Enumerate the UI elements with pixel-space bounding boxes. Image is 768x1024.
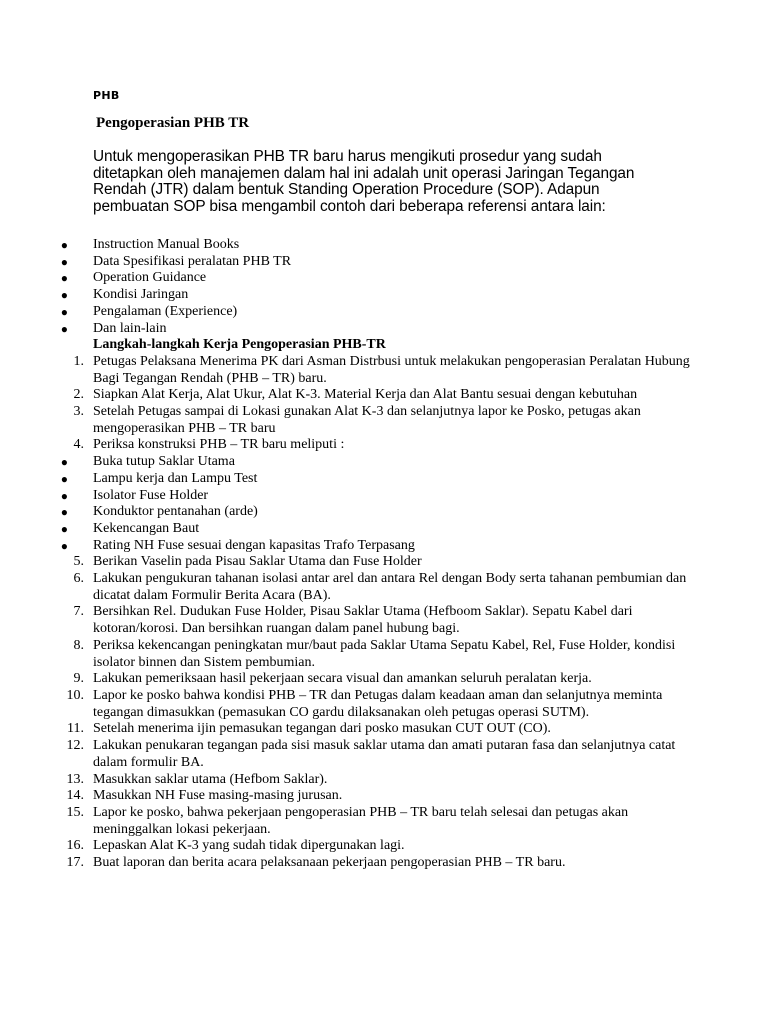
item-text: Instruction Manual Books <box>93 237 240 252</box>
numbered-step <box>0 788 768 805</box>
numbered-step <box>0 604 768 637</box>
step-number: 13. <box>66 771 84 787</box>
bullet-icon: ● <box>60 521 68 536</box>
intro-paragraph: Untuk mengoperasikan PHB TR baru harus mengikuti prosedur yang sudah ditetapkan oleh manajemen dalam hal ini adalah unit operasi Jaringan Tegangan Rendah (JTR) dalam bentuk Standing Operation Procedure (SOP). Adapun pembuatan SOP bisa mengambil contoh dari beberapa referensi antara lain: <box>93 148 635 215</box>
bullet-icon: ● <box>60 304 68 319</box>
doc-tag: PHB <box>93 89 120 102</box>
bullet-icon: ● <box>60 538 68 553</box>
step-number: 6. <box>73 571 84 587</box>
step-number: 12. <box>66 738 84 754</box>
item-text: Dan lain-lain <box>93 320 167 336</box>
procedure-list <box>0 237 768 872</box>
step-number: 14. <box>66 788 84 804</box>
step-number: 8. <box>73 637 84 653</box>
bullet-item <box>0 304 768 321</box>
item-text: Isolator Fuse Holder <box>93 487 209 503</box>
item-text: Siapkan Alat Kerja, Alat Ukur, Alat K-3. Material Kerja dan Alat Bantu sesuai dengan kebutuhan <box>93 387 638 403</box>
section-heading <box>0 337 768 354</box>
item-text: Bersihkan Rel. Dudukan Fuse Holder, Pisau Saklar Utama (Hefboom Saklar). Sepatu Kabel dari kotoran/korosi. Dan bersihkan ruangan dalam panel hubung bagi. <box>93 604 633 637</box>
item-text: Masukkan NH Fuse masing-masing jurusan. <box>93 788 343 804</box>
numbered-step <box>0 772 768 789</box>
bullet-icon: ● <box>60 254 68 269</box>
item-text: Lakukan pengukuran tahanan isolasi antar arel dan antara Rel dengan Body serta tahanan pembumian dan dicatat dalam Formulir Berita Acara (BA). <box>93 571 687 603</box>
item-text: Data Spesifikasi peralatan PHB TR <box>93 253 292 269</box>
step-number: 17. <box>66 855 84 871</box>
bullet-item <box>0 454 768 471</box>
numbered-step <box>0 638 768 671</box>
step-number: 5. <box>73 554 84 570</box>
bullet-item <box>0 287 768 304</box>
step-number: 11. <box>67 721 84 737</box>
item-text: Petugas Pelaksana Menerima PK dari Asman Distrbusi untuk melakukan pengoperasian Peralatan Hubung Bagi Tegangan Rendah (PHB – TR) baru. <box>93 353 690 386</box>
item-text: Periksa kekencangan peningkatan mur/baut pada Saklar Utama Sepatu Kabel, Rel, Fuse Holder, kondisi isolator binnen dan Sistem pembumian. <box>93 637 676 670</box>
numbered-step <box>0 688 768 721</box>
step-number: 7. <box>73 604 84 620</box>
bullet-item <box>0 488 768 505</box>
numbered-step <box>0 671 768 688</box>
step-number: 10. <box>66 687 84 703</box>
bullet-item <box>0 471 768 488</box>
numbered-step <box>0 738 768 771</box>
numbered-step <box>0 721 768 738</box>
bullet-icon: ● <box>60 238 68 252</box>
bullet-icon: ● <box>60 488 68 503</box>
bullet-item <box>0 521 768 538</box>
item-text: Konduktor pentanahan (arde) <box>93 504 258 520</box>
item-text: Langkah-langkah Kerja Pengoperasian PHB-TR <box>93 337 386 353</box>
step-number: 9. <box>73 671 84 687</box>
numbered-step <box>0 805 768 838</box>
document-title: Pengoperasian PHB TR <box>96 115 250 131</box>
item-text: Buka tutup Saklar Utama <box>93 454 235 470</box>
step-number: 16. <box>66 838 84 854</box>
step-number: 2. <box>73 387 84 403</box>
numbered-step <box>0 354 768 387</box>
item-text: Lepaskan Alat K-3 yang sudah tidak dipergunakan lagi. <box>93 838 405 854</box>
item-text: Kekencangan Baut <box>93 520 200 536</box>
item-text: Lapor ke posko, bahwa pekerjaan pengoperasian PHB – TR baru telah selesai dan petugas akan meninggalkan lokasi pekerjaan. <box>93 804 629 837</box>
numbered-step <box>0 554 768 571</box>
item-text: Lakukan pemeriksaan hasil pekerjaan secara visual dan amankan seluruh peralatan kerja. <box>93 671 592 687</box>
bullet-item <box>0 270 768 287</box>
item-text: Lakukan penukaran tegangan pada sisi masuk saklar utama dan amati putaran fasa dan selanjutnya catat dalam formulir BA. <box>93 738 676 770</box>
item-text: Operation Guidance <box>93 270 207 286</box>
bullet-icon: ● <box>60 321 68 336</box>
bullet-icon: ● <box>60 505 68 520</box>
step-number: 1. <box>73 353 84 369</box>
numbered-step <box>0 404 768 437</box>
bullet-icon: ● <box>60 271 68 286</box>
bullet-icon: ● <box>60 471 68 486</box>
bullet-icon: ● <box>60 455 68 470</box>
bullet-item <box>0 254 768 271</box>
item-text: Setelah Petugas sampai di Lokasi gunakan Alat K-3 dan selanjutnya lapor ke Posko, petugas akan mengoperasikan PHB – TR baru <box>93 404 641 436</box>
item-text: Kondisi Jaringan <box>93 287 189 303</box>
numbered-step <box>0 437 768 454</box>
step-number: 4. <box>73 437 84 453</box>
numbered-step <box>0 571 768 604</box>
item-text: Masukkan saklar utama (Hefbom Saklar). <box>93 771 328 787</box>
item-text: Lapor ke posko bahwa kondisi PHB – TR dan Petugas dalam keadaan aman dan selanjutnya meminta tegangan dimasukkan (pemasukan CO gardu dilaksanakan oleh petugas operasi SUTM). <box>93 687 663 720</box>
bullet-item <box>0 504 768 521</box>
step-number: 3. <box>73 404 84 420</box>
item-text: Rating NH Fuse sesuai dengan kapasitas Trafo Terpasang <box>93 537 415 553</box>
item-text: Setelah menerima ijin pemasukan tegangan dari posko masukan CUT OUT (CO). <box>93 721 551 737</box>
bullet-item <box>0 237 768 254</box>
bullet-item <box>0 538 768 555</box>
numbered-step <box>0 838 768 855</box>
bullet-item <box>0 321 768 338</box>
item-text: Periksa konstruksi PHB – TR baru meliputi : <box>93 437 345 453</box>
item-text: Lampu kerja dan Lampu Test <box>93 470 258 486</box>
numbered-step <box>0 855 768 872</box>
item-text: Buat laporan dan berita acara pelaksanaan pekerjaan pengoperasian PHB – TR baru. <box>93 855 566 871</box>
numbered-step <box>0 387 768 404</box>
item-text: Berikan Vaselin pada Pisau Saklar Utama dan Fuse Holder <box>93 554 422 570</box>
item-text: Pengalaman (Experience) <box>93 303 238 319</box>
step-number: 15. <box>66 804 84 820</box>
bullet-icon: ● <box>60 288 68 303</box>
